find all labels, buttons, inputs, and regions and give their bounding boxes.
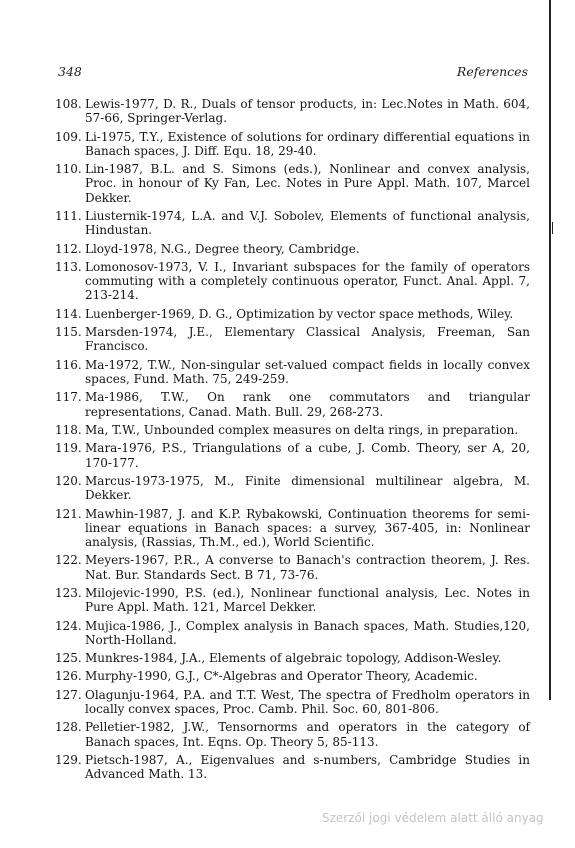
reference-text: Marsden-1974, J.E., Elementary Classical Analysis, Freeman, San Francisco.	[85, 325, 530, 354]
page-edge-mark	[552, 222, 553, 234]
reference-entry	[55, 474, 530, 502]
reference-number: 115.	[55, 325, 82, 340]
reference-entry	[55, 97, 530, 125]
reference-entry	[55, 130, 530, 158]
reference-number: 120.	[55, 473, 82, 488]
reference-text: Marcus-1973-1975, M., Finite dimensional multilinear algebra, M. Dekker.	[85, 473, 530, 503]
reference-entry	[55, 553, 530, 581]
page-edge-line	[549, 0, 551, 700]
reference-text: Li-1975, T.Y., Existence of solutions for ordinary differential equations in Banach spaces, J. Diff. Equ. 18, 29-40.	[85, 129, 530, 158]
reference-text: Murphy-1990, G.J., C*-Algebras and Operator Theory, Academic.	[85, 669, 478, 684]
reference-number: 126.	[55, 669, 82, 684]
reference-entry	[55, 688, 530, 716]
reference-text: Munkres-1984, J.A., Elements of algebraic topology, Addison-Wesley.	[85, 651, 502, 666]
reference-text: Milojevic-1990, P.S. (ed.), Nonlinear functional analysis, Lec. Notes in Pure Appl. Math. 121, Marcel Dekker.	[85, 585, 530, 615]
reference-text: Lin-1987, B.L. and S. Simons (eds.), Nonlinear and convex analysis, Proc. in honour of Ky Fan, Lec. Notes in Pure Appl. Math. 107, Marcel Dekker.	[85, 162, 530, 205]
reference-text: Pietsch-1987, A., Eigenvalues and s-numbers, Cambridge Studies in Advanced Math. 13.	[85, 753, 530, 782]
reference-text: Lloyd-1978, N.G., Degree theory, Cambridge.	[85, 241, 360, 256]
reference-number: 127.	[55, 687, 82, 702]
reference-entry	[55, 586, 530, 614]
reference-entry	[55, 651, 530, 665]
copyright-watermark: Szerzői jogi védelem alatt álló anyag	[322, 811, 544, 825]
reference-text: Lomonosov-1973, V. I., Invariant subspaces for the family of operators commuting with a completely continuous operator, Funct. Anal. Appl. 7, 213-214.	[85, 259, 530, 303]
reference-entry	[55, 423, 530, 437]
reference-entry	[55, 753, 530, 781]
reference-number: 119.	[55, 441, 82, 456]
reference-text: Liusternik-1974, L.A. and V.J. Sobolev, Elements of functional analysis, Hindustan.	[85, 208, 530, 238]
reference-entry	[55, 441, 530, 469]
reference-number: 125.	[55, 651, 82, 666]
reference-number: 118.	[55, 422, 82, 437]
reference-entry	[55, 358, 530, 386]
reference-entry	[55, 209, 530, 237]
reference-entry	[55, 507, 530, 550]
reference-number: 121.	[55, 506, 82, 521]
reference-number: 113.	[55, 259, 82, 274]
reference-text: Mawhin-1987, J. and K.P. Rybakowski, Continuation theorems for semi-linear equations in Banach spaces: a survey, 367-405, in: Nonlinear analysis, (Rassias, Th.M., ed.), World Scientific.	[85, 506, 530, 549]
reference-text: Lewis-1977, D. R., Duals of tensor products, in: Lec.Notes in Math. 604, 57-66, Springer-Verlag.	[85, 97, 530, 126]
reference-text: Mara-1976, P.S., Triangulations of a cube, J. Comb. Theory, ser A, 20, 170-177.	[85, 441, 530, 470]
reference-number: 112.	[55, 241, 82, 256]
reference-text: Luenberger-1969, D. G., Optimization by vector space methods, Wiley.	[85, 306, 514, 321]
reference-text: Olagunju-1964, P.A. and T.T. West, The spectra of Fredholm operators in locally convex spaces, Proc. Camb. Phil. Soc. 60, 801-806.	[85, 687, 530, 717]
reference-text: Ma-1986, T.W., On rank one commutators and triangular representations, Canad. Math. Bull. 29, 268-273.	[85, 390, 530, 419]
reference-entry	[55, 325, 530, 353]
reference-list	[55, 97, 530, 786]
reference-number: 111.	[55, 208, 82, 223]
reference-number: 109.	[55, 129, 82, 144]
page-number: 348	[58, 64, 82, 79]
reference-entry	[55, 390, 530, 418]
reference-number: 123.	[55, 585, 82, 600]
reference-text: Ma, T.W., Unbounded complex measures on delta rings, in preparation.	[85, 422, 519, 437]
reference-text: Pelletier-1982, J.W., Tensornorms and operators in the category of Banach spaces, Int. Eqns. Op. Theory 5, 85-113.	[85, 720, 530, 749]
reference-text: Mujica-1986, J., Complex analysis in Banach spaces, Math. Studies,120, North-Holland.	[85, 618, 530, 647]
reference-number: 108.	[55, 97, 82, 111]
reference-text: Meyers-1967, P.R., A converse to Banach's contraction theorem, J. Res. Nat. Bur. Standards Sect. B 71, 73-76.	[85, 553, 530, 582]
running-title: References	[456, 64, 528, 79]
reference-text: Ma-1972, T.W., Non-singular set-valued compact fields in locally convex spaces, Fund. Math. 75, 249-259.	[85, 357, 530, 386]
reference-entry	[55, 669, 530, 683]
reference-number: 117.	[55, 390, 82, 405]
reference-number: 122.	[55, 553, 82, 568]
page-header	[58, 64, 528, 80]
reference-entry	[55, 242, 530, 256]
reference-entry	[55, 720, 530, 748]
reference-number: 110.	[55, 162, 82, 177]
reference-entry	[55, 162, 530, 205]
reference-number: 114.	[55, 306, 82, 321]
reference-number: 129.	[55, 753, 82, 768]
reference-entry	[55, 307, 530, 321]
reference-number: 128.	[55, 720, 82, 735]
reference-entry	[55, 260, 530, 303]
reference-number: 124.	[55, 618, 82, 633]
reference-number: 116.	[55, 357, 82, 372]
reference-entry	[55, 619, 530, 647]
